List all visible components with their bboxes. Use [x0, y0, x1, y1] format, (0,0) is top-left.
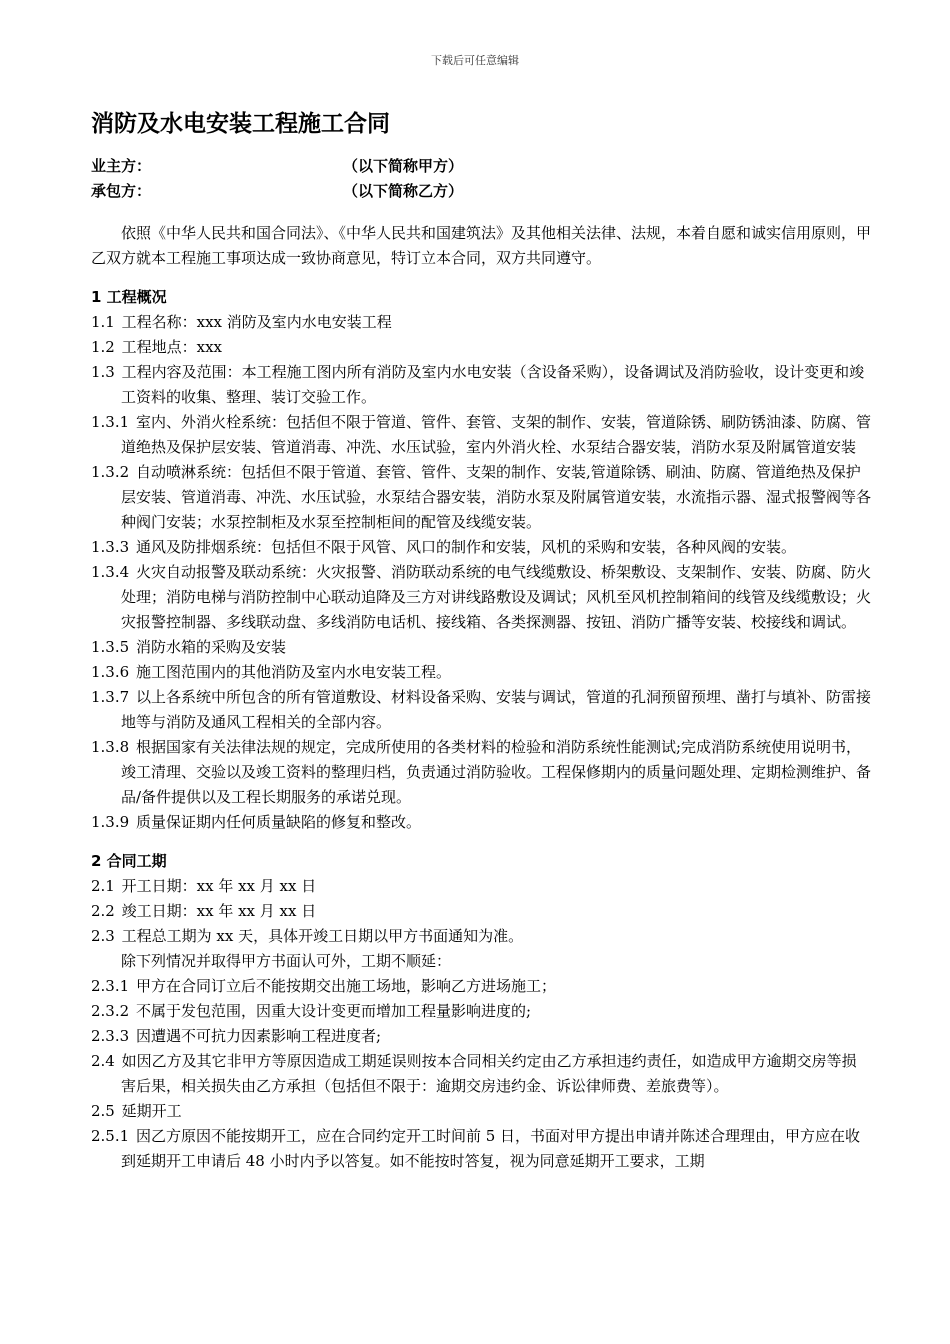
clause-number: 1.3.2: [91, 463, 130, 481]
clause-number: 1.3.4: [91, 563, 130, 581]
clause-number: 1.2: [91, 338, 115, 356]
clause-text: 甲方在合同订立后不能按期交出施工场地，影响乙方进场施工；: [135, 977, 556, 995]
party-owner-label: 业主方：: [91, 157, 152, 175]
clause-text: 工程总工期为 xx 天，具体开竣工日期以甲方书面通知为准。: [121, 927, 524, 945]
section-1-clauses: [91, 310, 871, 835]
header-note: 下载后可任意编辑: [431, 54, 519, 67]
section-2-clauses-b: [91, 974, 871, 1174]
party-owner: [91, 154, 871, 179]
clause-number: 2.3.3: [91, 1027, 130, 1045]
document-title: 消防及水电安装工程施工合同: [91, 111, 390, 137]
clause-text: 工程地点：xxx: [121, 338, 223, 356]
clause-item: [91, 410, 871, 460]
clause-item: [91, 974, 871, 999]
clause-item: [91, 1049, 871, 1099]
clause-text: 工程名称：xxx 消防及室内水电安装工程: [121, 313, 392, 331]
clause-number: 2.1: [91, 877, 115, 895]
clause-item: [91, 685, 871, 735]
clause-text: 工程内容及范围：本工程施工图内所有消防及室内水电安装（含设备采购），设备调试及消防验收，设计变更和竣工资料的收集、整理、装订交验工作。: [121, 363, 865, 406]
clause-number: 1.3.9: [91, 813, 130, 831]
clause-number: 1.3.7: [91, 688, 130, 706]
clause-number: 1.3.6: [91, 663, 130, 681]
clause-item: [91, 735, 871, 810]
clause-text: 通风及防排烟系统：包括但不限于风管、风口的制作和安装，风机的采购和安装，各种风阀的安装。: [135, 538, 796, 556]
section-2-clauses-a: [91, 874, 871, 949]
clause-text: 竣工日期：xx 年 xx 月 xx 日: [121, 902, 317, 920]
clause-text: 室内、外消火栓系统：包括但不限于管道、管件、套管、支架的制作、安装，管道除锈、刷防锈油漆、防腐、管道绝热及保护层安装、管道消毒、冲洗、水压试验，室内外消火栓、水泵结合器安装，消防水泵及附属管道安装: [121, 413, 871, 456]
clause-item: [91, 924, 871, 949]
party-contractor-label: 承包方：: [91, 182, 152, 200]
clause-item: [91, 899, 871, 924]
party-contractor-note: （以下简称乙方）: [343, 182, 464, 200]
clause-text: 因遭遇不可抗力因素影响工程进度者;: [135, 1027, 382, 1045]
clause-item: [91, 1024, 871, 1049]
clause-item: [91, 635, 871, 660]
clause-number: 1.1: [91, 313, 115, 331]
clause-item: [91, 810, 871, 835]
clause-item: [91, 1099, 871, 1124]
section-1-heading: 1 工程概况: [91, 288, 167, 306]
clause-item: [91, 335, 871, 360]
clause-item: [91, 310, 871, 335]
party-contractor: [91, 179, 871, 204]
clause-item: [91, 874, 871, 899]
clause-number: 1.3: [91, 363, 115, 381]
clause-item: [91, 360, 871, 410]
clause-number: 2.2: [91, 902, 115, 920]
clause-number: 1.3.1: [91, 413, 130, 431]
clause-text: 如因乙方及其它非甲方等原因造成工期延误则按本合同相关约定由乙方承担违约责任，如造成甲方逾期交房等损害后果，相关损失由乙方承担（包括但不限于：逾期交房违约金、诉讼律师费、差旅费等）。: [121, 1052, 857, 1095]
clause-number: 1.3.3: [91, 538, 130, 556]
clause-text: 火灾自动报警及联动系统：火灾报警、消防联动系统的电气线缆敷设、桥架敷设、支架制作、安装、防腐、防火处理；消防电梯与消防控制中心联动追降及三方对讲线路敷设及调试；风机至风机控制箱间的线管及线缆敷设；火灾报警控制器、多线联动盘、多线消防电话机、接线箱、各类探测器、按钮、消防广播等安装、校接线和调试。: [121, 563, 872, 631]
section-2-note: 除下列情况并取得甲方书面认可外，工期不顺延：: [121, 952, 452, 970]
clause-item: [91, 660, 871, 685]
clause-item: [91, 999, 871, 1024]
clause-number: 1.3.8: [91, 738, 130, 756]
clause-text: 消防水箱的采购及安装: [135, 638, 286, 656]
clause-number: 2.4: [91, 1052, 115, 1070]
clause-item: [91, 535, 871, 560]
clause-text: 开工日期：xx 年 xx 月 xx 日: [121, 877, 317, 895]
clause-text: 以上各系统中所包含的所有管道敷设、材料设备采购、安装与调试，管道的孔洞预留预埋、凿打与填补、防雷接地等与消防及通风工程相关的全部内容。: [121, 688, 871, 731]
clause-text: 自动喷淋系统：包括但不限于管道、套管、管件、支架的制作、安装,管道除锈、刷油、防腐、管道绝热及保护层安装、管道消毒、冲洗、水压试验，水泵结合器安装，消防水泵及附属管道安装，水流指示器、湿式报警阀等各种阀门安装；水泵控制柜及水泵至控制柜间的配管及线缆安装。: [121, 463, 872, 531]
clause-number: 1.3.5: [91, 638, 130, 656]
clause-number: 2.5.1: [91, 1127, 130, 1145]
clause-text: 根据国家有关法律法规的规定，完成所使用的各类材料的检验和消防系统性能测试;完成消防系统使用说明书，竣工清理、交验以及竣工资料的整理归档，负责通过消防验收。工程保修期内的质量问题处理、定期检测维护、备品/备件提供以及工程长期服务的承诺兑现。: [121, 738, 872, 806]
party-owner-note: （以下简称甲方）: [343, 157, 464, 175]
clause-text: 质量保证期内任何质量缺陷的修复和整改。: [135, 813, 421, 831]
clause-text: 施工图范围内的其他消防及室内水电安装工程。: [135, 663, 451, 681]
clause-text: 因乙方原因不能按期开工，应在合同约定开工时间前 5 日，书面对甲方提出申请并陈述合理理由，甲方应在收到延期开工申请后 48 小时内予以答复。如不能按时答复，视为同意延期开工要求，工期: [121, 1127, 861, 1170]
clause-number: 2.3: [91, 927, 115, 945]
clause-number: 2.3.1: [91, 977, 130, 995]
clause-text: 不属于发包范围，因重大设计变更而增加工程量影响进度的;: [135, 1002, 532, 1020]
clause-text: 延期开工: [121, 1102, 182, 1120]
intro-paragraph: 依照《中华人民共和国合同法》、《中华人民共和国建筑法》及其他相关法律、法规，本着自愿和诚实信用原则，甲乙双方就本工程施工事项达成一致协商意见，特订立本合同，双方共同遵守。: [91, 224, 872, 267]
clause-number: 2.3.2: [91, 1002, 130, 1020]
section-2-heading: 2 合同工期: [91, 852, 167, 870]
clause-item: [91, 460, 871, 535]
document-content: [91, 106, 871, 1174]
clause-number: 2.5: [91, 1102, 115, 1120]
clause-item: [91, 1124, 871, 1174]
clause-item: [91, 560, 871, 635]
